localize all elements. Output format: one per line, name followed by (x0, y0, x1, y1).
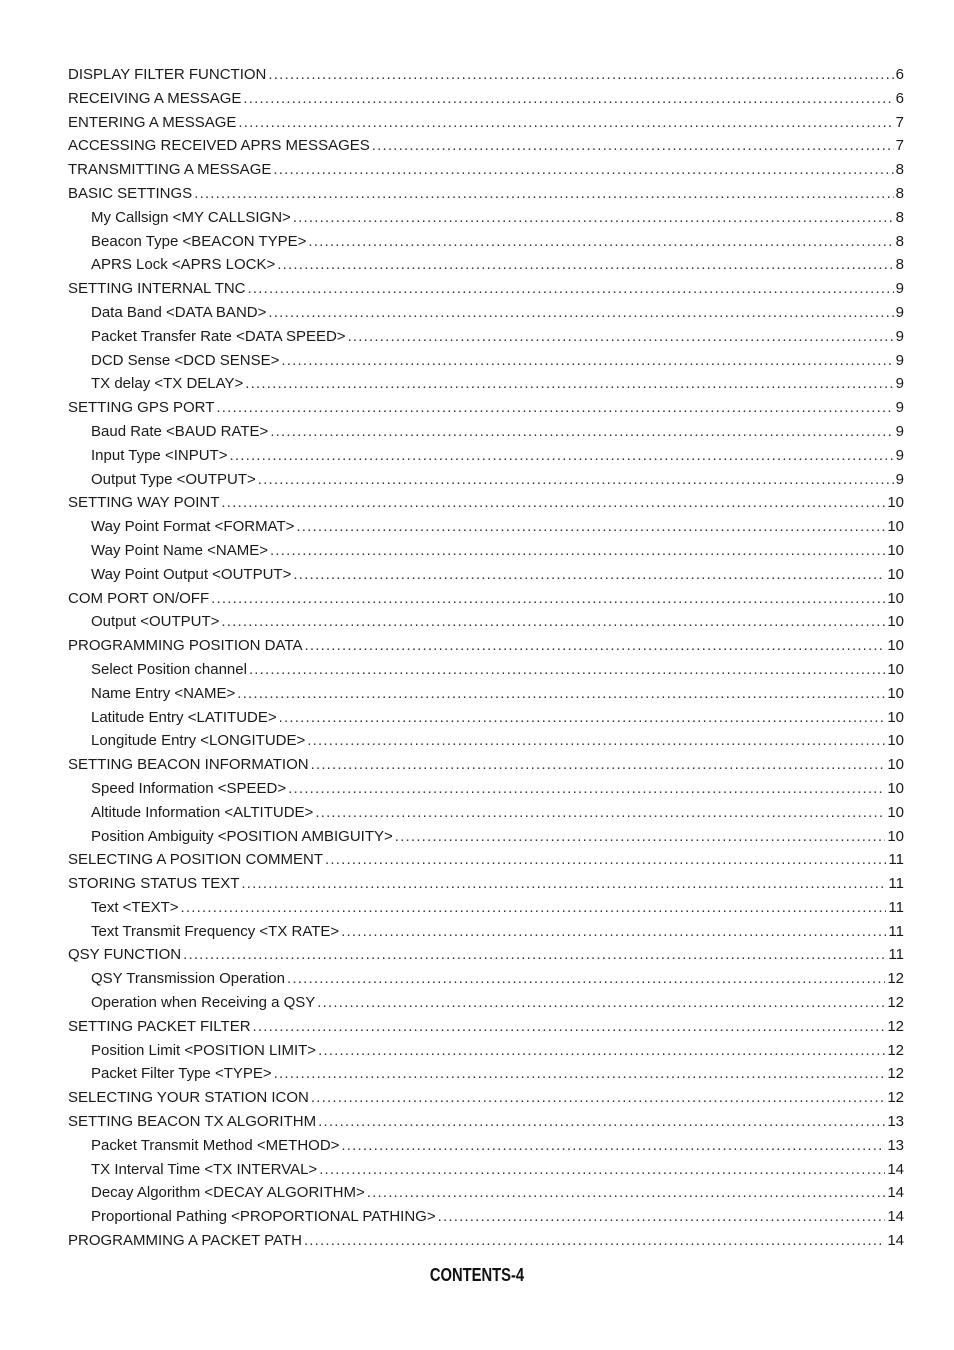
dot-leader (279, 706, 886, 730)
toc-entry-title: Output Type <OUTPUT> (91, 470, 256, 488)
dot-leader (258, 468, 894, 492)
toc-subentry[interactable] (68, 1039, 904, 1063)
toc-entry-title: Name Entry <NAME> (91, 684, 236, 702)
toc-subentry[interactable] (68, 253, 904, 277)
toc-entry-page-number: 12 (887, 970, 904, 988)
toc-entry-page-number: 11 (888, 922, 904, 940)
toc-entry-page-number: 8 (895, 161, 904, 179)
toc-entry-title: SETTING BEACON TX ALGORITHM (68, 1113, 317, 1131)
toc-entry-page-number: 10 (887, 541, 904, 559)
toc-subentry[interactable] (68, 563, 904, 587)
toc-subentry[interactable] (68, 230, 904, 254)
toc-entry-title: Operation when Receiving a QSY (91, 994, 316, 1012)
toc-entry[interactable] (68, 491, 904, 515)
toc-subentry[interactable] (68, 706, 904, 730)
dot-leader (288, 777, 885, 801)
toc-entry-page-number: 10 (887, 803, 904, 821)
toc-entry-page-number: 10 (887, 756, 904, 774)
toc-entry-page-number: 10 (887, 613, 904, 631)
toc-entry-title: SELECTING A POSITION COMMENT (68, 851, 324, 869)
toc-entry-page-number: 10 (887, 732, 904, 750)
toc-subentry[interactable] (68, 325, 904, 349)
toc-entry-title: Output <OUTPUT> (91, 613, 220, 631)
toc-entry-title: APRS Lock <APRS LOCK> (91, 256, 276, 274)
toc-entry[interactable] (68, 277, 904, 301)
toc-entry-page-number: 8 (895, 232, 904, 250)
toc-subentry[interactable] (68, 468, 904, 492)
toc-entry-title: SELECTING YOUR STATION ICON (68, 1089, 309, 1107)
toc-entry-page-number: 10 (887, 660, 904, 678)
dot-leader (216, 396, 893, 420)
toc-entry-title: SETTING INTERNAL TNC (68, 280, 246, 298)
dot-leader (253, 1015, 886, 1039)
toc-entry-title: SETTING WAY POINT (68, 494, 220, 512)
toc-subentry[interactable] (68, 801, 904, 825)
dot-leader (348, 325, 894, 349)
toc-subentry[interactable] (68, 301, 904, 325)
toc-entry-page-number: 8 (895, 208, 904, 226)
toc-entry-title: Way Point Output <OUTPUT> (91, 565, 292, 583)
toc-entry-page-number: 9 (895, 280, 904, 298)
toc-entry-page-number: 9 (895, 422, 904, 440)
toc-entry-page-number: 7 (895, 137, 904, 155)
toc-entry[interactable] (68, 134, 904, 158)
toc-subentry[interactable] (68, 420, 904, 444)
toc-entry-title: TX delay <TX DELAY> (91, 375, 244, 393)
toc-entry[interactable] (68, 1229, 904, 1253)
dot-leader (274, 1062, 886, 1086)
toc-entry-page-number: 9 (895, 327, 904, 345)
dot-leader (237, 682, 885, 706)
toc-entry-title: ENTERING A MESSAGE (68, 113, 237, 131)
dot-leader (268, 63, 893, 87)
toc-entry-title: Way Point Name <NAME> (91, 541, 269, 559)
toc-entry[interactable] (68, 396, 904, 420)
toc-entry-title: SETTING GPS PORT (68, 399, 215, 417)
toc-subentry[interactable] (68, 1181, 904, 1205)
dot-leader (296, 515, 885, 539)
toc-entry[interactable] (68, 587, 904, 611)
dot-leader (317, 991, 885, 1015)
dot-leader (238, 111, 893, 135)
toc-entry-page-number: 13 (887, 1136, 904, 1154)
dot-leader (229, 444, 893, 468)
toc-subentry[interactable] (68, 444, 904, 468)
toc-subentry[interactable] (68, 610, 904, 634)
dot-leader (181, 896, 887, 920)
toc-entry-page-number: 8 (895, 184, 904, 202)
toc-entry-title: Select Position channel (91, 660, 247, 678)
dot-leader (395, 825, 886, 849)
dot-leader (221, 491, 885, 515)
toc-entry-title: RECEIVING A MESSAGE (68, 89, 242, 107)
toc-entry-title: QSY Transmission Operation (91, 970, 285, 988)
toc-entry-page-number: 10 (887, 637, 904, 655)
toc-subentry[interactable] (68, 896, 904, 920)
toc-entry-title: Packet Transmit Method <METHOD> (91, 1136, 340, 1154)
dot-leader (315, 801, 885, 825)
toc-entry-page-number: 14 (887, 1184, 904, 1202)
toc-entry-title: Proportional Pathing <PROPORTIONAL PATHING> (91, 1208, 436, 1226)
dot-leader (194, 182, 893, 206)
toc-entry-title: Longitude Entry <LONGITUDE> (91, 732, 306, 750)
toc-entry-page-number: 10 (887, 589, 904, 607)
dot-leader (287, 967, 885, 991)
toc-entry-page-number: 10 (887, 708, 904, 726)
toc-entry-page-number: 9 (895, 375, 904, 393)
toc-subentry[interactable] (68, 682, 904, 706)
toc-entry[interactable] (68, 158, 904, 182)
toc-entry-title: Text <TEXT> (91, 898, 179, 916)
toc-entry[interactable] (68, 872, 904, 896)
dot-leader (268, 301, 893, 325)
toc-entry-title: PROGRAMMING A PACKET PATH (68, 1232, 302, 1250)
toc-entry-page-number: 12 (887, 994, 904, 1012)
dot-leader (308, 230, 893, 254)
toc-entry-title: Beacon Type <BEACON TYPE> (91, 232, 307, 250)
dot-leader (319, 1158, 885, 1182)
toc-entry-title: TX Interval Time <TX INTERVAL> (91, 1160, 318, 1178)
dot-leader (438, 1205, 886, 1229)
toc-entry-page-number: 10 (887, 565, 904, 583)
toc-entry-page-number: 12 (887, 1017, 904, 1035)
toc-entry[interactable] (68, 943, 904, 967)
toc-entry-title: Latitude Entry <LATITUDE> (91, 708, 277, 726)
toc-entry[interactable] (68, 87, 904, 111)
toc-entry-title: TRANSMITTING A MESSAGE (68, 161, 272, 179)
toc-entry-title: COM PORT ON/OFF (68, 589, 210, 607)
dot-leader (241, 872, 886, 896)
toc-entry-page-number: 14 (887, 1232, 904, 1250)
toc-entry-title: Speed Information <SPEED> (91, 779, 287, 797)
toc-entry[interactable] (68, 1086, 904, 1110)
dot-leader (211, 587, 885, 611)
toc-subentry[interactable] (68, 515, 904, 539)
toc-entry-title: Way Point Format <FORMAT> (91, 518, 295, 536)
dot-leader (221, 610, 885, 634)
toc-subentry[interactable] (68, 206, 904, 230)
toc-entry-title: Position Ambiguity <POSITION AMBIGUITY> (91, 827, 393, 845)
toc-entry-page-number: 14 (887, 1208, 904, 1226)
toc-entry-page-number: 10 (887, 518, 904, 536)
toc-entry-page-number: 6 (895, 89, 904, 107)
toc-entry-page-number: 9 (895, 446, 904, 464)
toc-subentry[interactable] (68, 967, 904, 991)
dot-leader (273, 158, 893, 182)
toc-entry-page-number: 11 (888, 946, 904, 964)
dot-leader (270, 420, 893, 444)
toc-subentry[interactable] (68, 920, 904, 944)
toc-entry[interactable] (68, 753, 904, 777)
dot-leader (372, 134, 894, 158)
toc-entry-title: DCD Sense <DCD SENSE> (91, 351, 280, 369)
toc-entry[interactable] (68, 111, 904, 135)
toc-entry-page-number: 9 (895, 470, 904, 488)
dot-leader (341, 1134, 885, 1158)
toc-subentry[interactable] (68, 658, 904, 682)
toc-entry-title: STORING STATUS TEXT (68, 875, 240, 893)
dot-leader (245, 372, 893, 396)
toc-entry-title: Input Type <INPUT> (91, 446, 228, 464)
dot-leader (367, 1181, 886, 1205)
toc-entry-page-number: 9 (895, 303, 904, 321)
dot-leader (318, 1110, 885, 1134)
toc-entry-title: Text Transmit Frequency <TX RATE> (91, 922, 340, 940)
toc-entry-page-number: 10 (887, 684, 904, 702)
toc-entry-page-number: 11 (888, 851, 904, 869)
page-footer-label: CONTENTS-4 (429, 1265, 525, 1285)
toc-entry-title: Position Limit <POSITION LIMIT> (91, 1041, 317, 1059)
dot-leader (277, 253, 893, 277)
toc-subentry[interactable] (68, 349, 904, 373)
toc-subentry[interactable] (68, 825, 904, 849)
dot-leader (293, 206, 894, 230)
toc-entry-title: My Callsign <MY CALLSIGN> (91, 208, 291, 226)
toc-entry-page-number: 8 (895, 256, 904, 274)
toc-entry-page-number: 12 (887, 1089, 904, 1107)
dot-leader (318, 1039, 885, 1063)
toc-entry-title: PROGRAMMING POSITION DATA (68, 637, 303, 655)
dot-leader (243, 87, 893, 111)
toc-subentry[interactable] (68, 777, 904, 801)
dot-leader (270, 539, 885, 563)
toc-entry[interactable] (68, 63, 904, 87)
dot-leader (304, 634, 885, 658)
toc-subentry[interactable] (68, 1158, 904, 1182)
toc-entry-page-number: 7 (895, 113, 904, 131)
dot-leader (307, 729, 885, 753)
dot-leader (249, 658, 885, 682)
toc-entry-page-number: 11 (888, 898, 904, 916)
toc-entry-page-number: 9 (895, 399, 904, 417)
toc-entry[interactable] (68, 848, 904, 872)
toc-entry-title: Decay Algorithm <DECAY ALGORITHM> (91, 1184, 365, 1202)
toc-subentry[interactable] (68, 1062, 904, 1086)
table-of-contents (68, 63, 904, 1253)
dot-leader (183, 943, 886, 967)
toc-entry-page-number: 13 (887, 1113, 904, 1131)
toc-entry-page-number: 10 (887, 779, 904, 797)
toc-subentry[interactable] (68, 991, 904, 1015)
dot-leader (325, 848, 886, 872)
dot-leader (304, 1229, 885, 1253)
toc-entry-title: SETTING BEACON INFORMATION (68, 756, 309, 774)
toc-entry-title: Altitude Information <ALTITUDE> (91, 803, 314, 821)
toc-entry-page-number: 6 (895, 66, 904, 83)
toc-entry-title: Packet Filter Type <TYPE> (91, 1065, 272, 1083)
toc-entry-title: QSY FUNCTION (68, 946, 182, 964)
toc-subentry[interactable] (68, 1205, 904, 1229)
toc-entry-page-number: 12 (887, 1065, 904, 1083)
toc-entry-page-number: 11 (888, 875, 904, 893)
toc-entry[interactable] (68, 1015, 904, 1039)
toc-entry-title: DISPLAY FILTER FUNCTION (68, 66, 267, 83)
dot-leader (293, 563, 885, 587)
toc-entry-page-number: 10 (887, 494, 904, 512)
dot-leader (341, 920, 886, 944)
toc-entry-title: Packet Transfer Rate <DATA SPEED> (91, 327, 346, 345)
toc-entry-title: BASIC SETTINGS (68, 184, 193, 202)
toc-entry-page-number: 10 (887, 827, 904, 845)
dot-leader (248, 277, 894, 301)
toc-entry-page-number: 14 (887, 1160, 904, 1178)
dot-leader (311, 753, 886, 777)
toc-subentry[interactable] (68, 729, 904, 753)
toc-entry[interactable] (68, 634, 904, 658)
toc-subentry[interactable] (68, 372, 904, 396)
toc-entry-title: Baud Rate <BAUD RATE> (91, 422, 269, 440)
toc-subentry[interactable] (68, 1134, 904, 1158)
dot-leader (311, 1086, 885, 1110)
toc-entry-title: Data Band <DATA BAND> (91, 303, 267, 321)
toc-entry[interactable] (68, 182, 904, 206)
toc-subentry[interactable] (68, 539, 904, 563)
dot-leader (281, 349, 893, 373)
toc-entry-page-number: 9 (895, 351, 904, 369)
toc-entry-page-number: 12 (887, 1041, 904, 1059)
toc-entry[interactable] (68, 1110, 904, 1134)
toc-entry-title: ACCESSING RECEIVED APRS MESSAGES (68, 137, 370, 155)
toc-entry-title: SETTING PACKET FILTER (68, 1017, 251, 1035)
